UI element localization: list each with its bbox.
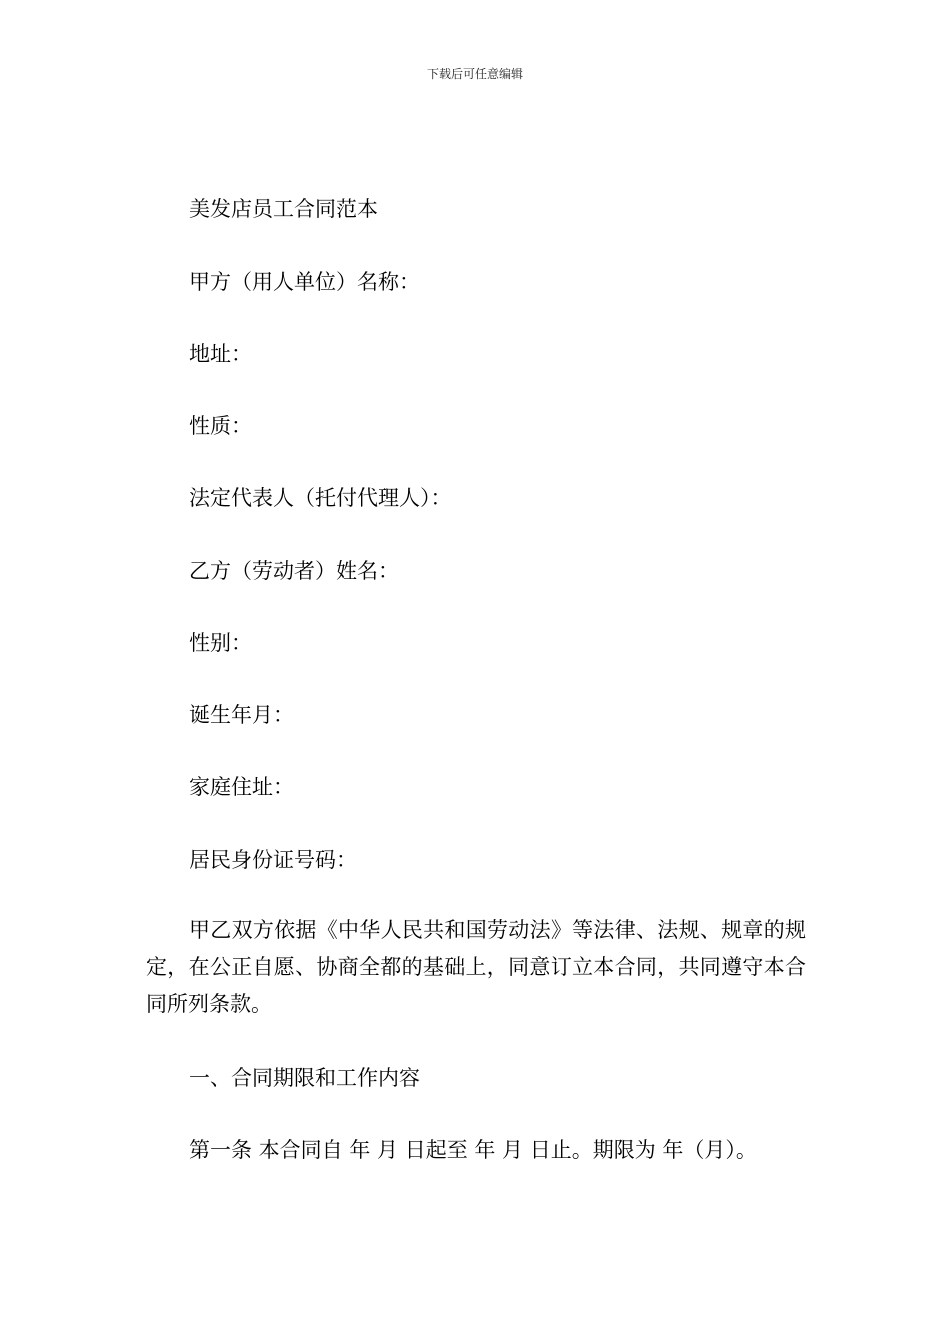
- article-1: 第一条 本合同自 年 月 日起至 年 月 日止。期限为 年（月）。: [189, 1138, 757, 1162]
- page-header-note: 下载后可任意编辑: [426, 67, 523, 81]
- field-birth-date: 诞生年月：: [189, 703, 294, 727]
- field-party-b-name: 乙方（劳动者）姓名：: [189, 559, 399, 583]
- document-title: 美发店员工合同范本: [189, 197, 378, 221]
- field-legal-representative: 法定代表人（托付代理人）：: [189, 486, 452, 510]
- field-party-a-name: 甲方（用人单位）名称：: [189, 270, 420, 294]
- field-gender: 性别：: [189, 631, 252, 655]
- field-id-number: 居民身份证号码：: [189, 848, 357, 872]
- field-nature: 性质：: [189, 414, 252, 438]
- intro-paragraph: 甲乙双方依据《中华人民共和国劳动法》等法律、法规、规章的规定，在公正自愿、协商全都的基础上，同意订立本合同，共同遵守本合同所列条款。: [146, 918, 806, 1016]
- field-address: 地址：: [189, 342, 252, 366]
- section-1-title: 一、合同期限和工作内容: [189, 1066, 420, 1090]
- field-home-address: 家庭住址：: [189, 775, 294, 799]
